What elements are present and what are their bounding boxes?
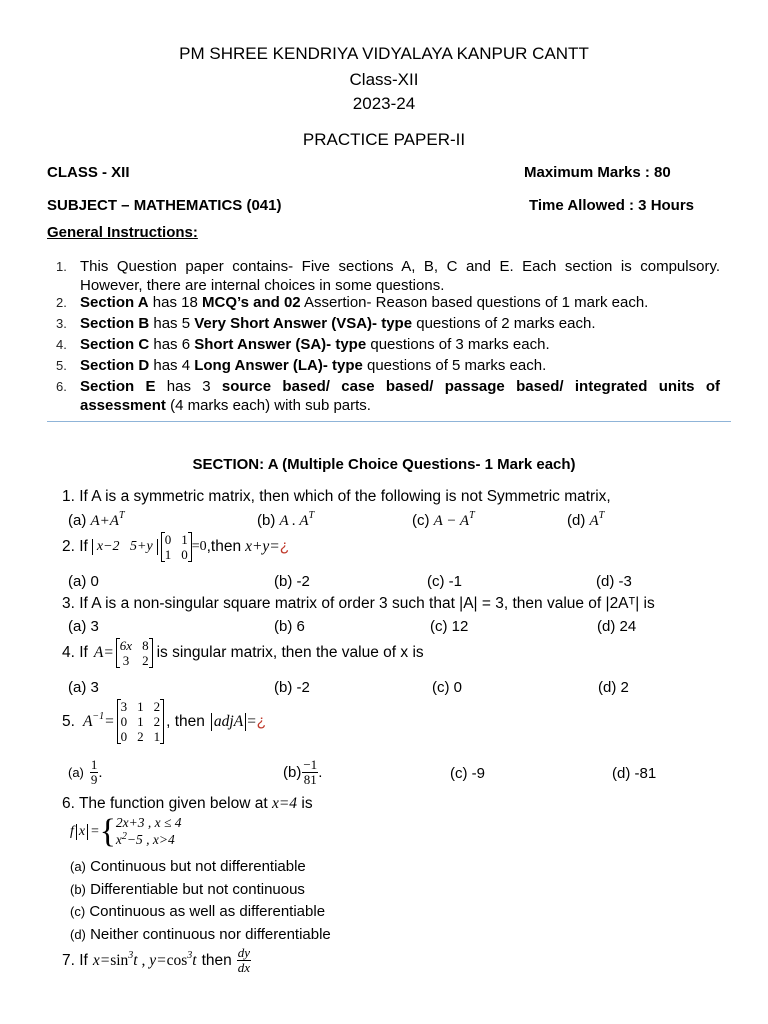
q3-option-c: (c) 12 xyxy=(430,618,469,635)
q1-option-b: (b) A . $A^T$ xyxy=(257,510,315,529)
q1-option-d: (d) $A^T$ xyxy=(567,510,605,529)
question-7: 7. If $x=\sin^3t$ , $y=\cos^3t$ then $\frac{dy}{dx}$ xyxy=(62,945,251,975)
question-5: 5. $A^{-1}=$ 3 1 2 0 1 2 0 2 1 , then adjA = ¿ xyxy=(62,699,267,744)
instructions-title: General Instructions: xyxy=(47,224,198,241)
q1-option-c: (c) $A - A^T$ xyxy=(412,510,475,529)
q6-option-c: (c) Continuous as well as differentiable xyxy=(70,903,326,920)
question-2: 2. If x−2 5+y 0 1 1 0 =0 ,then x+y= ¿ xyxy=(62,532,290,562)
paper-title: PRACTICE PAPER-II xyxy=(302,130,466,149)
q3-option-a: (a) 3 xyxy=(68,618,99,635)
instruction-item: Section C has 6 Short Answer (SA)- type questions of 3 marks each. xyxy=(80,336,550,353)
question-6: 6. The function given below at x=4 is xyxy=(62,795,313,812)
subject-label: SUBJECT – MATHEMATICS (041) xyxy=(47,197,282,214)
q2-option-b: (b) -2 xyxy=(274,573,310,590)
instruction-item: Section B has 5 Very Short Answer (VSA)- type questions of 2 marks each. xyxy=(80,315,596,332)
instruction-item: Section A has 18 MCQ’s and 02 Assertion- Reason based questions of 1 mark each. xyxy=(80,294,649,311)
q1-option-a: (a) $A+A^T$ xyxy=(68,510,125,529)
q2-option-a: (a) 0 xyxy=(68,573,99,590)
q6-option-a: (a) Continuous but not differentiable xyxy=(70,858,306,875)
max-marks: Maximum Marks : 80 xyxy=(524,164,671,181)
q5-option-c: (c) -9 xyxy=(450,765,485,782)
instruction-number: 3. xyxy=(56,316,67,331)
q5-option-b: (b) $\frac{-1}{81}$ . xyxy=(283,757,323,787)
academic-year: 2023-24 xyxy=(352,94,416,113)
question-3: 3. If A is a non-singular square matrix of order 3 such that |A| = 3, then value of |2Aᵀ| is xyxy=(62,595,655,612)
q4-option-b: (b) -2 xyxy=(274,679,310,696)
q4-option-c: (c) 0 xyxy=(432,679,462,696)
school-name: PM SHREE KENDRIYA VIDYALAYA KANPUR CANTT xyxy=(179,44,589,63)
question-4: 4. If A= 6x 8 3 2 is singular matrix, then the value of x is xyxy=(62,638,424,668)
q2-option-c: (c) -1 xyxy=(427,573,462,590)
q3-option-b: (b) 6 xyxy=(274,618,305,635)
instruction-item: This Question paper contains- Five sections A, B, C and E. Each section is compulsory. However, there are internal choices in some questions. xyxy=(80,258,720,294)
q5-option-d: (d) -81 xyxy=(612,765,657,782)
q4-option-a: (a) 3 xyxy=(68,679,99,696)
q3-option-d: (d) 24 xyxy=(597,618,637,635)
q6-option-b: (b) Differentiable but not continuous xyxy=(70,881,305,898)
time-allowed: Time Allowed : 3 Hours xyxy=(529,197,695,214)
instruction-number: 2. xyxy=(56,295,67,310)
section-a-heading: SECTION: A (Multiple Choice Questions- 1 Mark each) xyxy=(192,456,576,473)
instruction-number: 1. xyxy=(56,259,67,274)
divider xyxy=(47,421,731,422)
q4-option-d: (d) 2 xyxy=(598,679,629,696)
class-label: CLASS - XII xyxy=(47,164,130,181)
instruction-number: 5. xyxy=(56,358,67,373)
instruction-item: Section E has 3 source based/ case based/ passage based/ integrated units of assessment (4 marks each) with sub parts. xyxy=(80,378,720,414)
class-line: Class-XII xyxy=(349,70,419,89)
instruction-number: 6. xyxy=(56,379,67,394)
question-1: 1. If A is a symmetric matrix, then which of the following is not Symmetric matrix, xyxy=(62,488,611,505)
q5-option-a: (a) $\frac{1}{9}$ . xyxy=(68,757,103,787)
instruction-item: Section D has 4 Long Answer (LA)- type questions of 5 marks each. xyxy=(80,357,547,374)
q2-option-d: (d) -3 xyxy=(596,573,632,590)
piecewise-function: f x = { 2x+3 , x ≤ 4 $x^2-5$ , x>4 xyxy=(70,813,182,850)
q6-option-d: (d) Neither continuous nor differentiable xyxy=(70,926,331,943)
instruction-number: 4. xyxy=(56,337,67,352)
